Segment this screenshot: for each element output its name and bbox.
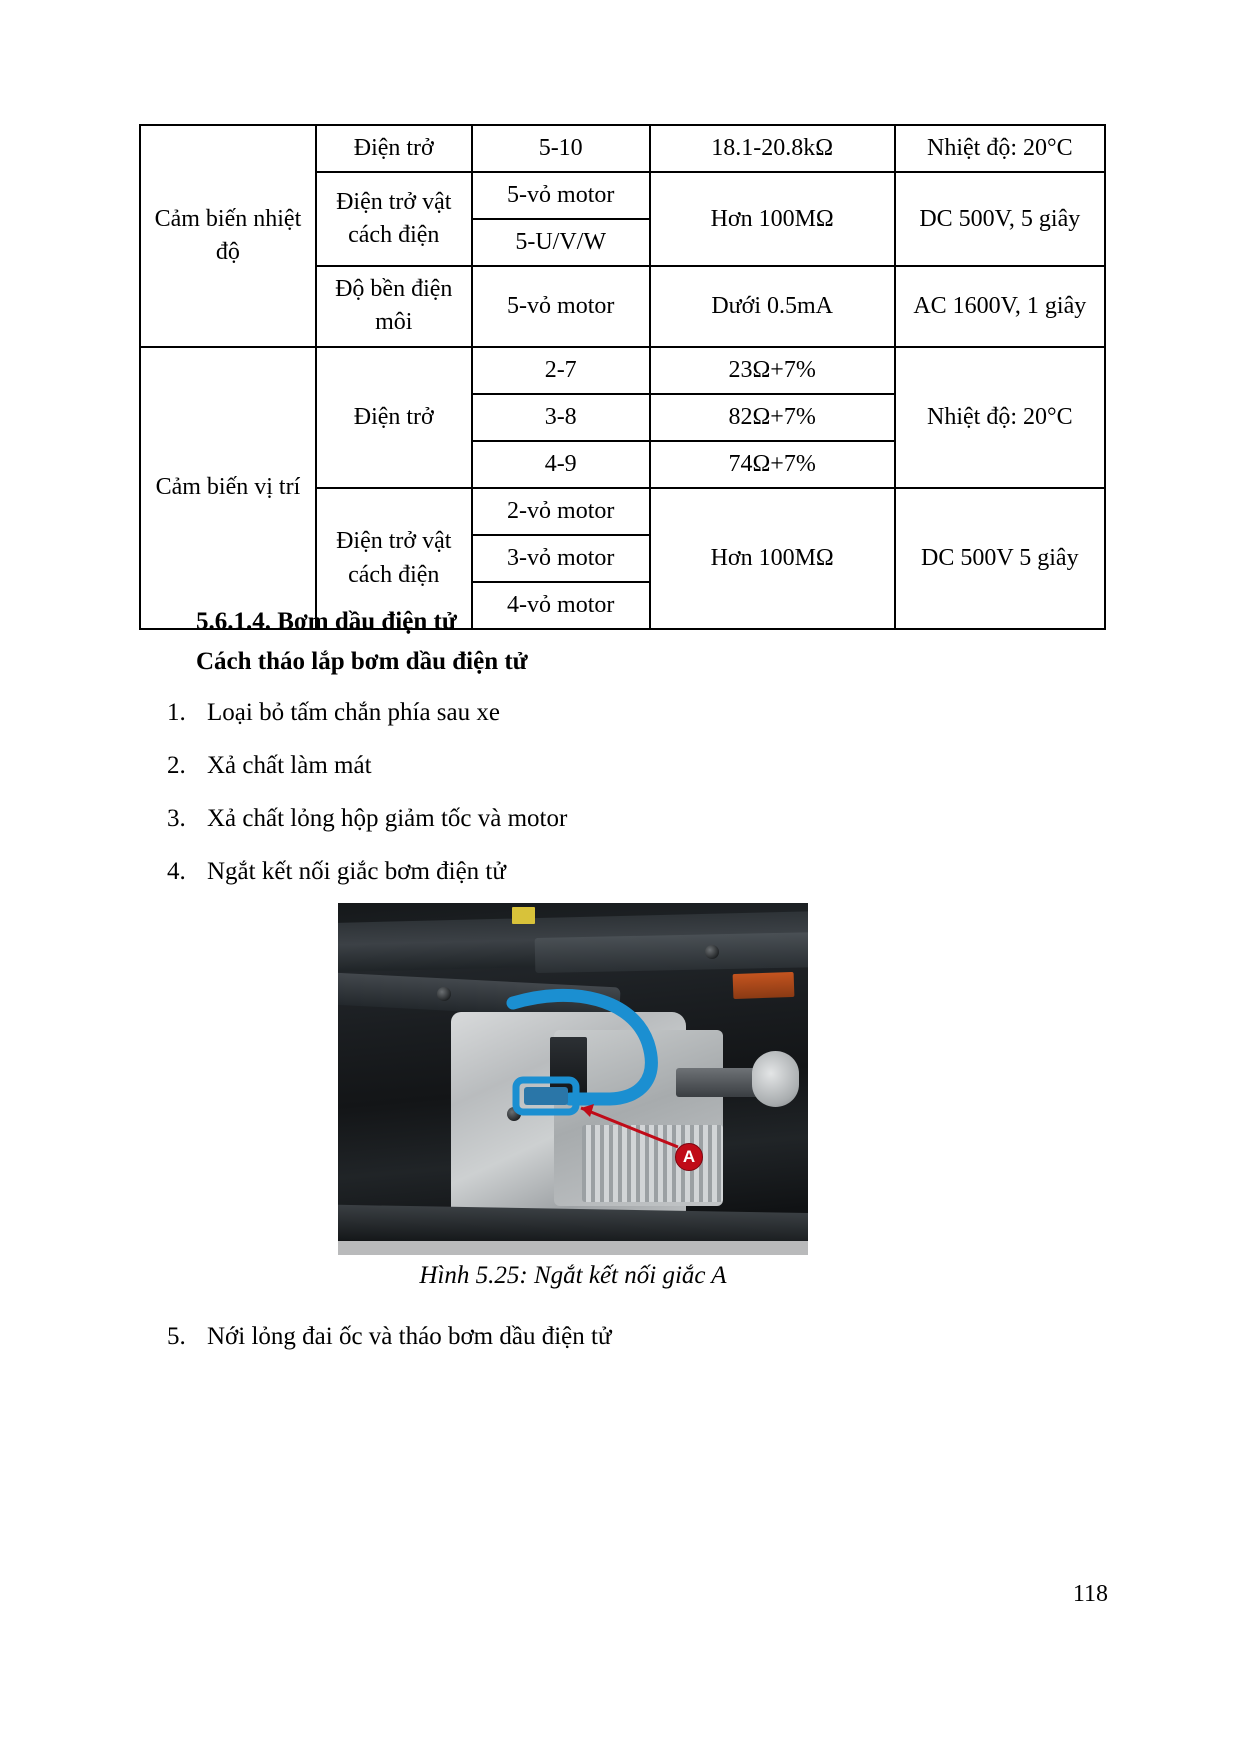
- cell-r7c2: 4-9: [472, 441, 650, 488]
- list-item-number: 4.: [167, 858, 186, 885]
- cell-r2c3: Hơn 100MΩ: [650, 172, 895, 266]
- cell-r8c3: Hơn 100MΩ: [650, 488, 895, 629]
- photo-floor: [338, 1241, 808, 1255]
- cell-r6c2: 3-8: [472, 394, 650, 441]
- cell-r3c2: 5-U/V/W: [472, 219, 650, 266]
- cell-r8c4: DC 500V 5 giây: [895, 488, 1105, 629]
- photo-cooling-fins: [582, 1125, 723, 1202]
- photo-bolt: [705, 945, 719, 959]
- photo-chassis-rail-secondary: [535, 932, 808, 973]
- photo-yellow-label: [512, 907, 536, 925]
- list-item-text: Xả chất lỏng hộp giảm tốc và motor: [207, 805, 568, 832]
- cell-r10c2: 4-vỏ motor: [472, 582, 650, 629]
- cell-r4c2: 5-vỏ motor: [472, 266, 650, 346]
- cell-r2c1: Điện trở vật cách điện: [316, 172, 472, 266]
- list-item: [167, 699, 500, 727]
- section-heading: 5.6.1.4. Bơm dầu điện tử: [196, 608, 457, 635]
- cell-r2c2: 5-vỏ motor: [472, 172, 650, 219]
- list-item: [167, 1323, 612, 1351]
- callout-marker-a: A: [675, 1143, 703, 1171]
- cell-r5c4: Nhiệt độ: 20°C: [895, 347, 1105, 488]
- cell-r4c3: Dưới 0.5mA: [650, 266, 895, 346]
- cell-r8c1: Điện trở vật cách điện: [316, 488, 472, 629]
- photo-end-cap: [752, 1051, 799, 1107]
- cell-r9c2: 3-vỏ motor: [472, 535, 650, 582]
- specification-table-container: [139, 124, 1106, 630]
- list-item: [167, 858, 506, 886]
- table-row: [140, 125, 1105, 172]
- list-item-number: 3.: [167, 805, 186, 832]
- list-item-text: Loại bỏ tấm chắn phía sau xe: [207, 699, 500, 726]
- table-row: [140, 347, 1105, 394]
- cell-r5c2: 2-7: [472, 347, 650, 394]
- cell-r4c4: AC 1600V, 1 giây: [895, 266, 1105, 346]
- figure-caption: Hình 5.25: Ngắt kết nối giắc A: [419, 1262, 727, 1289]
- list-item-number: 2.: [167, 752, 186, 779]
- cell-r1c2: 5-10: [472, 125, 650, 172]
- list-item-text: Nới lỏng đai ốc và tháo bơm dầu điện tử: [207, 1323, 612, 1350]
- page-number: 118: [1072, 1581, 1108, 1607]
- figure-photo: [338, 903, 808, 1255]
- list-item-number: 1.: [167, 699, 186, 726]
- cell-r1c1: Điện trở: [316, 125, 472, 172]
- cell-r8c2: 2-vỏ motor: [472, 488, 650, 535]
- specification-table: [139, 124, 1106, 630]
- cell-r5c1: Điện trở: [316, 347, 472, 488]
- cell-sensor-position: Cảm biến vị trí: [140, 347, 316, 630]
- cell-r5c3: 23Ω+7%: [650, 347, 895, 394]
- figure-5-25: [338, 903, 808, 1255]
- cell-r1c3: 18.1-20.8kΩ: [650, 125, 895, 172]
- photo-black-connector: [550, 1037, 588, 1100]
- photo-orange-hv-cable: [732, 972, 794, 999]
- cell-r2c4: DC 500V, 5 giây: [895, 172, 1105, 266]
- list-item-text: Xả chất làm mát: [207, 752, 372, 779]
- section-subheading: Cách tháo lắp bơm dầu điện tử: [196, 648, 528, 675]
- list-item-text: Ngắt kết nối giắc bơm điện tử: [207, 858, 506, 885]
- cell-r4c1: Độ bền điện môi: [316, 266, 472, 346]
- cell-sensor-temperature: Cảm biến nhiệt độ: [140, 125, 316, 347]
- list-item-number: 5.: [167, 1323, 186, 1350]
- list-item: [167, 805, 567, 833]
- list-item: [167, 752, 372, 780]
- cell-r6c3: 82Ω+7%: [650, 394, 895, 441]
- cell-r1c4: Nhiệt độ: 20°C: [895, 125, 1105, 172]
- cell-r7c3: 74Ω+7%: [650, 441, 895, 488]
